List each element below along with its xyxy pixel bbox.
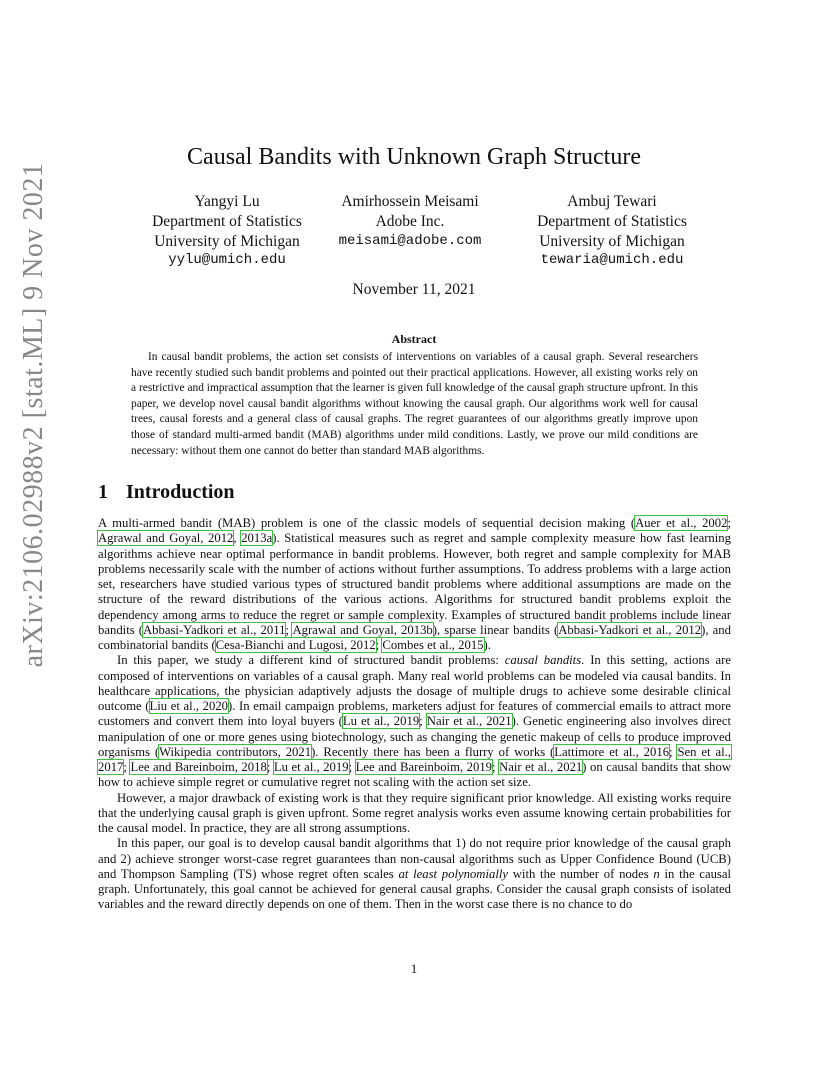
author-affiliation: Adobe Inc. bbox=[375, 212, 445, 230]
paragraph bbox=[98, 653, 731, 790]
author-name: Yangyi Lu bbox=[194, 193, 260, 210]
author-email[interactable]: yylu@umich.edu bbox=[168, 252, 286, 269]
body-text bbox=[98, 516, 731, 913]
text-run: ). bbox=[483, 638, 491, 652]
arxiv-sidebar bbox=[14, 162, 54, 668]
author-name: Ambuj Tewari bbox=[567, 193, 657, 210]
text-run: ) on causal bandits that show how to achieve simple regret or cumulative regret not scaling with the action set size. bbox=[98, 760, 731, 790]
emphasis-text: at least polynomially bbox=[398, 866, 509, 881]
text-run: ). Statistical measures such as regret and sample complexity measure how fast learning algorithms achieve near optimal performance in bandit problems. However, both regret and sample complexity for MAB problems necessarily scale with the number of actions without further assumptions. To address problems with a large action set, researchers have studied various types of structured bandit problems where additional assumptions are made on the structure of the reward distributions of the various actions. Algorithms for structured bandit problems exploit the dependency among arms to reduce the regret or sample complexity. Examples of structured bandit problems include linear bandits ( bbox=[98, 531, 731, 637]
citation-link[interactable]: Nair et al., 2021 bbox=[499, 760, 583, 774]
citation-link[interactable]: Liu et al., 2020 bbox=[149, 699, 229, 713]
text-run: ; bbox=[419, 714, 427, 729]
author-block bbox=[502, 192, 722, 271]
text-run: ). In email campaign problems, marketers adjust for features of commercial emails to attract more customers and convert them into loyal buyers ( bbox=[98, 699, 731, 729]
citation-link[interactable]: Wikipedia contributors, 2021 bbox=[159, 744, 312, 759]
author-department: Department of Statistics bbox=[152, 212, 302, 230]
text-run: However, a major drawback of existing work is that they require significant prior knowledge. All existing works require that the underlying causal graph is given upfront. Some regret analysis works even assume knowing certain probabilities for the causal model. In practice, they are all strong assumptions. bbox=[98, 790, 731, 835]
section-heading bbox=[98, 481, 235, 504]
author-affiliation: University of Michigan bbox=[539, 232, 685, 250]
citation-link[interactable]: Combes et al., 2015 bbox=[382, 638, 484, 652]
citation-link[interactable]: Abbasi-Yadkori et al., 2011 bbox=[143, 622, 286, 637]
text-run: ; bbox=[492, 760, 500, 774]
text-run: , bbox=[233, 531, 242, 546]
author-name: Amirhossein Meisami bbox=[341, 193, 479, 210]
paragraph bbox=[98, 836, 731, 912]
citation-link[interactable]: Nair et al., 2021 bbox=[426, 714, 512, 729]
abstract-heading: Abstract bbox=[391, 332, 437, 346]
emphasis-text: n bbox=[653, 866, 660, 881]
text-run: In this paper, we study a different kind of structured bandit problems: bbox=[117, 653, 505, 668]
author-email[interactable]: meisami@adobe.com bbox=[338, 232, 482, 249]
text-run: ; bbox=[266, 760, 274, 774]
publication-date: November 11, 2021 bbox=[352, 281, 476, 298]
text-run: ; bbox=[727, 516, 731, 530]
citation-link[interactable]: Cesa-Bianchi and Lugosi, 2012 bbox=[215, 638, 376, 652]
citation-link[interactable]: Agrawal and Goyal, 2012 bbox=[98, 531, 234, 546]
citation-link[interactable]: Lu et al., 2019 bbox=[273, 760, 349, 774]
emphasis-text: causal bandits bbox=[504, 653, 582, 668]
text-run: ; bbox=[123, 760, 131, 774]
author-affiliation: University of Michigan bbox=[154, 232, 300, 250]
author-block bbox=[300, 192, 520, 251]
citation-link[interactable]: Lee and Bareinboim, 2018 bbox=[130, 760, 267, 774]
text-run: ; bbox=[669, 744, 678, 759]
citation-link[interactable]: 2013a bbox=[241, 531, 273, 546]
text-run: ; bbox=[375, 638, 383, 652]
text-run: ), sparse linear bandits ( bbox=[432, 622, 559, 637]
paragraph bbox=[98, 516, 731, 653]
citation-link[interactable]: Auer et al., 2002 bbox=[635, 516, 728, 530]
text-run: A multi-armed bandit (MAB) problem is one of the classic models of sequential decision making ( bbox=[98, 516, 636, 530]
arxiv-identifier: arXiv:2106.02988v2 [stat.ML] 9 Nov 2021 bbox=[18, 162, 49, 668]
abstract bbox=[131, 350, 698, 459]
text-run: in the causal graph. Unfortunately, this goal cannot be achieved for general causal graphs. Consider the causal graph consists of isolated variables and the reward directly depends on one of them. Then in the worst case there is no chance to do bbox=[98, 866, 732, 912]
paragraph bbox=[98, 791, 731, 837]
section-title: Introduction bbox=[126, 481, 235, 503]
text-run: . In this setting, actions are composed of interventions on variables of a causal graph. Many real world problems can be modeled via causal bandits. In healthcare applications, the physician adaptively adjusts the dosage of multiple drugs to achieve some desirable clinical outcome ( bbox=[98, 653, 731, 713]
citation-link[interactable]: Lee and Bareinboim, 2019 bbox=[355, 760, 493, 774]
author-email[interactable]: tewaria@umich.edu bbox=[540, 252, 684, 269]
citation-link[interactable]: Lattimore et al., 2016 bbox=[554, 744, 670, 759]
page-number: 1 bbox=[410, 961, 418, 976]
text-run: In this paper, our goal is to develop causal bandit algorithms that 1) do not require prior knowledge of the causal graph and 2) achieve stronger worst-case regret guarantees than non-causal algorithms such as Upper Confidence Bound (UCB) and Thompson Sampling (TS) whose regret often scales bbox=[98, 836, 731, 881]
citation-link[interactable]: Sen et al., 2017 bbox=[98, 744, 731, 774]
section-number: 1 bbox=[98, 481, 108, 503]
text-run: ). Recently there has been a flurry of works ( bbox=[311, 744, 555, 759]
citation-link[interactable]: Lu et al., 2019 bbox=[342, 714, 420, 729]
paper-title: Causal Bandits with Unknown Graph Structure bbox=[187, 144, 641, 170]
text-run: ; bbox=[348, 760, 356, 774]
abstract-text: In causal bandit problems, the action set consists of interventions on variables of a causal graph. Several researchers have recently studied such bandit problems and pointed out their practical applications. However, all existing works rely on a restrictive and impractical assumption that the learner is given full knowledge of the causal graph structure upfront. In this paper, we develop novel causal bandit algorithms without knowing the causal graph. Our algorithms work well for causal trees, causal forests and a general class of causal graphs. The regret guarantees of our algorithms greatly improve upon those of standard multi-armed bandit (MAB) algorithms under mild conditions. Lastly, we prove our mild conditions are necessary: without them one cannot do better than standard MAB algorithms. bbox=[131, 351, 698, 457]
citation-link[interactable]: Agrawal and Goyal, 2013b bbox=[292, 622, 433, 637]
citation-link[interactable]: Abbasi-Yadkori et al., 2012 bbox=[558, 622, 702, 637]
text-run: ), and combinatorial bandits ( bbox=[98, 622, 731, 652]
text-run: ; bbox=[285, 622, 293, 637]
text-run: with the number of nodes bbox=[508, 866, 654, 881]
text-run: ). Genetic engineering also involves direct manipulation of one or more genes using biotechnology, such as changing the genetic makeup of cells to produce improved organisms ( bbox=[98, 714, 731, 759]
author-department: Department of Statistics bbox=[537, 212, 687, 230]
